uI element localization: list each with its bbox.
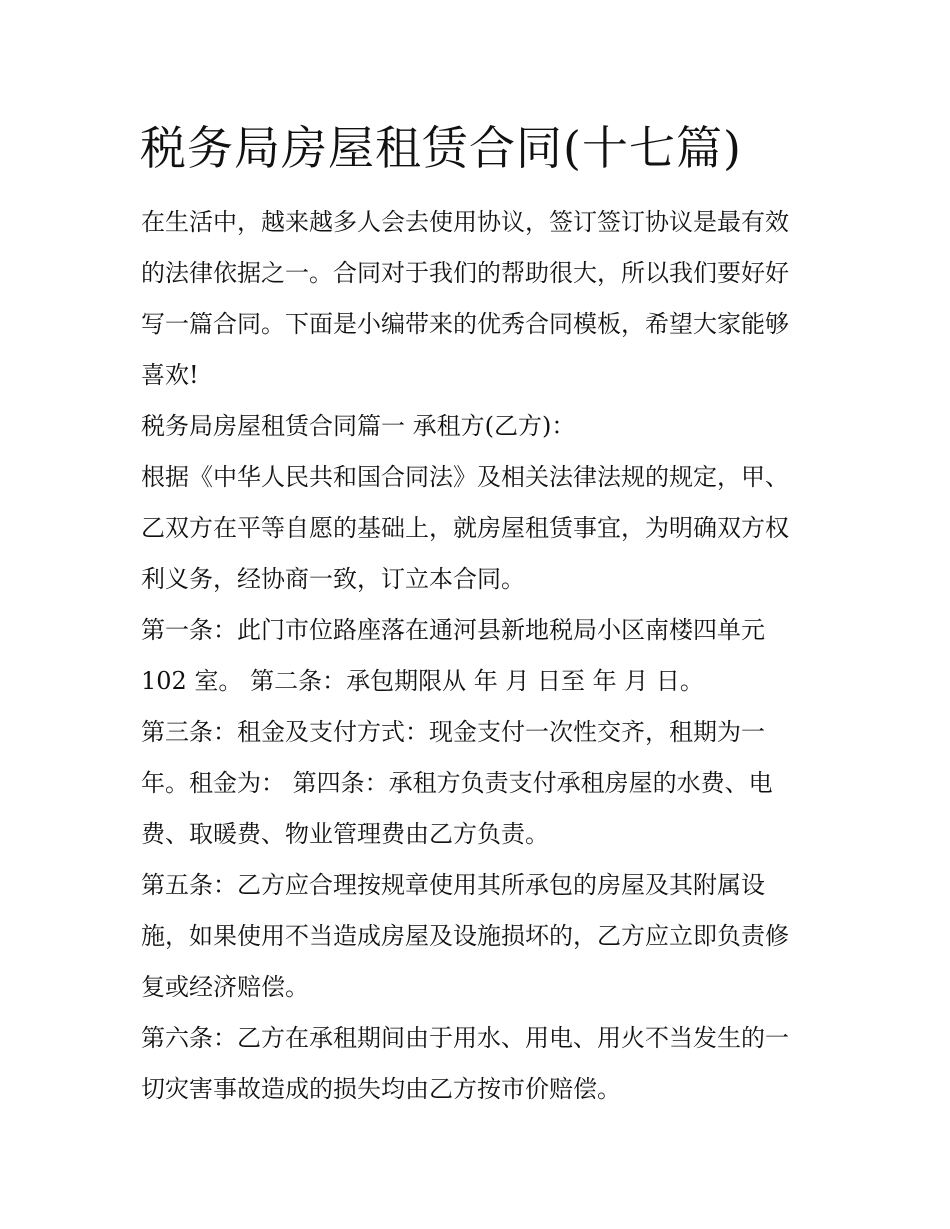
clause-1-line-1: 第一条：此门市位路座落在通河县新地税局小区南楼四单元 xyxy=(141,616,765,644)
text-line-8: 利义务，经协商一致，订立本合同。 xyxy=(141,565,525,593)
clause-6-line-2: 切灾害事故造成的损失均由乙方按市价赔偿。 xyxy=(141,1075,621,1103)
clause-5-line-1: 第五条：乙方应合理按规章使用其所承包的房屋及其附属设 xyxy=(141,871,765,899)
clause-3-line-2: 年。租金为： 第四条：承租方负责支付承租房屋的水费、电 xyxy=(141,769,773,797)
text-line-6: 根据《中华人民共和国合同法》及相关法律法规的规定，甲、 xyxy=(141,463,789,491)
clause-5-line-3: 复或经济赔偿。 xyxy=(141,973,309,1001)
clause-6-line-1: 第六条：乙方在承租期间由于用水、用电、用火不当发生的一 xyxy=(141,1024,789,1052)
section-heading: 税务局房屋租赁合同篇一 承租方(乙方)： xyxy=(141,412,576,440)
clause-5-line-2: 施，如果使用不当造成房屋及设施损坏的，乙方应立即负责修 xyxy=(141,922,789,950)
document-title: 税务局房屋租赁合同(十七篇) xyxy=(140,121,742,175)
text-line-3: 写一篇合同。下面是小编带来的优秀合同模板，希望大家能够 xyxy=(141,310,789,338)
text-line-1: 在生活中，越来越多人会去使用协议，签订签订协议是最有效 xyxy=(141,208,789,236)
clause-1-line-2: 102 室。 第二条：承包期限从 年 月 日至 年 月 日。 xyxy=(141,667,704,695)
text-line-2: 的法律依据之一。合同对于我们的帮助很大，所以我们要好好 xyxy=(141,259,789,287)
clause-3-line-1: 第三条：租金及支付方式：现金支付一次性交齐，租期为一 xyxy=(141,718,765,746)
text-line-4: 喜欢! xyxy=(141,361,199,389)
text-line-7: 乙双方在平等自愿的基础上，就房屋租赁事宜，为明确双方权 xyxy=(141,514,789,542)
clause-4-line-2: 费、取暖费、物业管理费由乙方负责。 xyxy=(141,820,549,848)
